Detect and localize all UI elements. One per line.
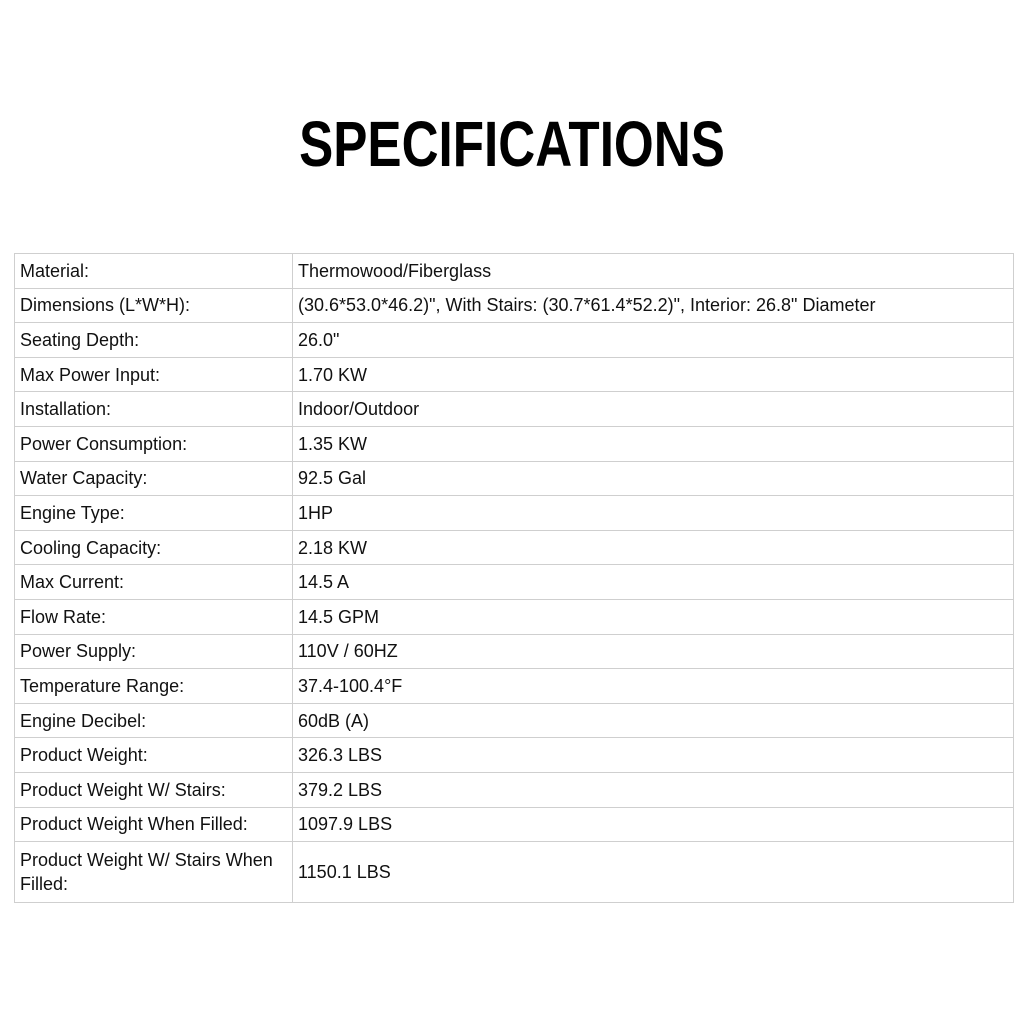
spec-label: Max Current: xyxy=(15,565,293,600)
spec-label: Temperature Range: xyxy=(15,669,293,704)
table-row xyxy=(15,461,1014,496)
spec-label: Product Weight W/ Stairs: xyxy=(15,772,293,807)
table-row xyxy=(15,599,1014,634)
table-row xyxy=(15,426,1014,461)
spec-value: 1HP xyxy=(293,496,1014,531)
spec-value: Thermowood/Fiberglass xyxy=(293,254,1014,289)
spec-value: 1097.9 LBS xyxy=(293,807,1014,842)
table-row xyxy=(15,530,1014,565)
table-row xyxy=(15,807,1014,842)
spec-label: Flow Rate: xyxy=(15,599,293,634)
table-row xyxy=(15,772,1014,807)
spec-label: Seating Depth: xyxy=(15,323,293,358)
spec-value: 26.0" xyxy=(293,323,1014,358)
spec-value: 1150.1 LBS xyxy=(293,842,1014,903)
table-row xyxy=(15,254,1014,289)
spec-label: Cooling Capacity: xyxy=(15,530,293,565)
spec-value: 1.35 KW xyxy=(293,426,1014,461)
spec-value: 1.70 KW xyxy=(293,357,1014,392)
table-row xyxy=(15,738,1014,773)
spec-label: Product Weight: xyxy=(15,738,293,773)
table-row xyxy=(15,357,1014,392)
spec-value: 110V / 60HZ xyxy=(293,634,1014,669)
spec-value: 14.5 A xyxy=(293,565,1014,600)
spec-label: Product Weight When Filled: xyxy=(15,807,293,842)
table-row xyxy=(15,392,1014,427)
specifications-table xyxy=(14,253,1014,903)
spec-label: Material: xyxy=(15,254,293,289)
spec-label: Dimensions (L*W*H): xyxy=(15,288,293,323)
spec-label: Max Power Input: xyxy=(15,357,293,392)
spec-value: 2.18 KW xyxy=(293,530,1014,565)
spec-value: 92.5 Gal xyxy=(293,461,1014,496)
spec-label: Installation: xyxy=(15,392,293,427)
spec-label: Water Capacity: xyxy=(15,461,293,496)
spec-value: 379.2 LBS xyxy=(293,772,1014,807)
spec-label: Engine Decibel: xyxy=(15,703,293,738)
table-row xyxy=(15,288,1014,323)
table-row xyxy=(15,703,1014,738)
spec-value: 60dB (A) xyxy=(293,703,1014,738)
spec-value: (30.6*53.0*46.2)", With Stairs: (30.7*61.4*52.2)", Interior: 26.8" Diameter xyxy=(293,288,1014,323)
table-row xyxy=(15,634,1014,669)
spec-label: Engine Type: xyxy=(15,496,293,531)
page-title: SPECIFICATIONS xyxy=(299,108,725,180)
spec-value: 37.4-100.4°F xyxy=(293,669,1014,704)
table-row xyxy=(15,842,1014,903)
table-row xyxy=(15,669,1014,704)
spec-label: Product Weight W/ Stairs When Filled: xyxy=(15,842,293,903)
spec-label: Power Supply: xyxy=(15,634,293,669)
table-row xyxy=(15,496,1014,531)
spec-value: 14.5 GPM xyxy=(293,599,1014,634)
table-row xyxy=(15,565,1014,600)
table-row xyxy=(15,323,1014,358)
spec-label: Power Consumption: xyxy=(15,426,293,461)
spec-value: Indoor/Outdoor xyxy=(293,392,1014,427)
spec-value: 326.3 LBS xyxy=(293,738,1014,773)
